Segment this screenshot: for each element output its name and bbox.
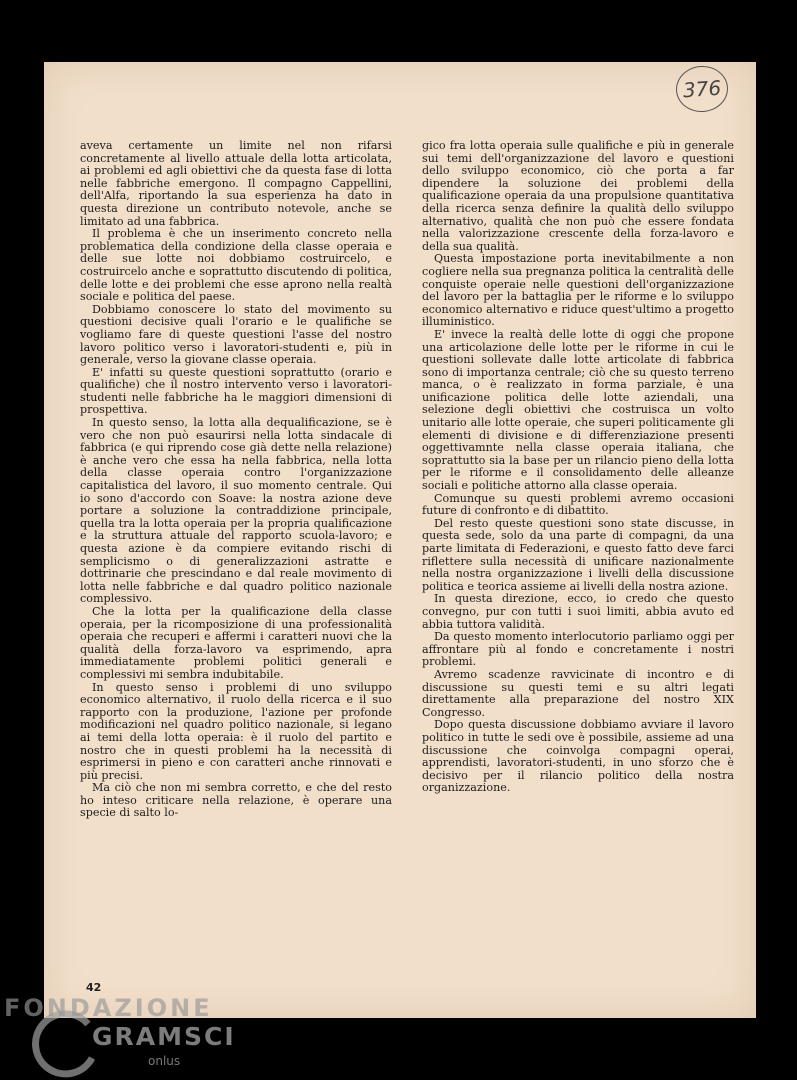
page-number: 42 <box>86 981 102 994</box>
paragraph: Dopo questa discussione dobbiamo avviare il lavoro politico in tutte le sedi ove è possibile, assieme ad una discussione che coinvolga compagni operai, apprendisti, lavoratori-studenti, in uno sforzo che è decisivo per il rilancio politico della nostra organizzazione. <box>422 718 734 795</box>
paragraph: Comunque su questi problemi avremo occasioni future di confronto e di dibattito. <box>422 491 734 518</box>
archive-number-stamp: 376 <box>674 64 729 114</box>
watermark-line1: FONDAZIONE <box>4 994 213 1022</box>
paragraph: In questo senso, la lotta alla dequalificazione, se è vero che non può esaurirsi nella lotta sindacale di fabbrica (e qui riprendo cose già dette nella relazione) è anche vero che essa ha nella fabbrica, nella lotta della classe operaia contro l'organizzazione capitalistica del lavoro, il suo momento centrale. Qui io sono d'accordo con Soave: la nostra azione deve portare a soluzione la contraddizione principale, quella tra la lotta operaia per la propria qualificazione e la struttura attuale del rapporto scuola-lavoro; e questa azione è da compiere evitando rischi di semplicismo o di generalizzazioni astratte e dottrinarie che prescindano e dal reale movimento di lotta nelle fabbriche e dal quadro politico nazionale complessivo. <box>80 416 392 606</box>
paragraph: In questa direzione, ecco, io credo che questo convegno, pur con tutti i suoi limiti, abbia avuto ed abbia tuttora validità. <box>422 592 734 631</box>
logo-arc-icon <box>30 1010 100 1080</box>
paragraph: E' infatti su queste questioni soprattutto (orario e qualifiche) che il nostro intervento verso i lavoratori-studenti nelle fabbriche ha le maggiori dimensioni di prospettiva. <box>80 365 392 417</box>
paragraph: Che la lotta per la qualificazione della classe operaia, per la ricomposizione di una professionalità operaia che recuperi e affermi i caratteri nuovi che la qualità della forza-lavoro va esprimendo, apra immediatamente problemi politici generali e complessivi mi sembra indubitabile. <box>80 604 392 681</box>
paragraph: gico fra lotta operaia sulle qualifiche e più in generale sui temi dell'organizzazione del lavoro e questioni dello sviluppo economico, ciò che porta a far dipendere la soluzione dei problemi della qualificazione operaia da una propulsione quantitativa della ricerca senza definire la qualità dello sviluppo alternativo, qualità che non può che essere fondata nella valorizzazione crescente della forza-lavoro e della sua qualità. <box>422 139 734 253</box>
paragraph: Questa impostazione porta inevitabilmente a non cogliere nella sua pregnanza politica la centralità delle conquiste operaie nelle questioni dell'organizzazione del lavoro per la battaglia per le riforme e lo sviluppo economico alternativo e riduce quest'ultimo a progetto illuministico. <box>422 252 734 329</box>
paragraph: Il problema è che un inserimento concreto nella problematica della condizione della classe operaia e delle sue lotte noi dobbiamo costruircelo, e costruircelo anche e soprattutto discutendo di politica, delle lotte e dei problemi che esse aprono nella realtà sociale e politica del paese. <box>80 227 392 304</box>
paragraph: In questo senso i problemi di uno sviluppo economico alternativo, il ruolo della ricerca e il suo rapporto con la produzione, l'azione per profonde modificazioni nel quadro politico nazionale, si legano ai temi della lotta operaia: è il ruolo del partito e nostro che in questi problemi ha la necessità di esprimersi in pieno e con caratteri anche rinnovati e più precisi. <box>80 680 392 782</box>
paragraph: Avremo scadenze ravvicinate di incontro e di discussione su questi temi e su altri legati direttamente alla preparazione del nostro XIX Congresso. <box>422 667 734 719</box>
paragraph: Da questo momento interlocutorio parliamo oggi per affrontare più al fondo e concretamente i nostri problemi. <box>422 630 734 669</box>
paragraph: E' invece la realtà delle lotte di oggi che propone una articolazione delle lotte per le riforme in cui le questioni sollevate dalle lotte articolate di fabbrica sono di importanza centrale; ciò che su questo terreno manca, o è realizzato in forma parziale, è una unificazione politica delle lotte aziendali, una selezione degli obiettivi che costruisca un volto unitario alle lotte operaie, che superi politicamente gli elementi di divisione e di differenziazione presenti oggettivamnte nella classe operaia italiana, che soprattutto sia la base per un rilancio pieno della lotta per le riforme e il consolidamento delle alleanze sociali e politiche attorno alla classe operaia. <box>422 327 734 493</box>
right-column <box>422 140 734 795</box>
watermark-line2: GRAMSCI <box>92 1022 236 1051</box>
paragraph: Ma ciò che non mi sembra corretto, e che del resto ho inteso criticare nella relazione, è operare una specie di salto lo- <box>80 781 392 820</box>
watermark-line3: onlus <box>148 1054 181 1068</box>
left-column <box>80 140 392 820</box>
document-page <box>44 62 756 1018</box>
paragraph: aveva certamente un limite nel non rifarsi concretamente al livello attuale della lotta articolata, ai problemi ed agli obiettivi che da questa fase di lotta nelle fabbriche emergono. Il compagno Cappellini, dell'Alfa, riportando la sua esperienza ha dato in questa direzione un contributo notevole, anche se limitato ad una fabbrica. <box>80 139 392 228</box>
paragraph: Del resto queste questioni sono state discusse, in questa sede, solo da una parte di compagni, da una parte limitata di Federazioni, e questo fatto deve farci riflettere sulla necessità di unificare nazionalmente nella nostra organizzazione i livelli della discussione politica e teorica assieme ai livelli della nostra azione. <box>422 516 734 593</box>
paragraph: Dobbiamo conoscere lo stato del movimento su questioni decisive quali l'orario e le qualifiche se vogliamo fare di queste questioni l'asse del nostro lavoro politico verso i lavoratori-studenti e, più in generale, verso la giovane classe operaia. <box>80 302 392 367</box>
